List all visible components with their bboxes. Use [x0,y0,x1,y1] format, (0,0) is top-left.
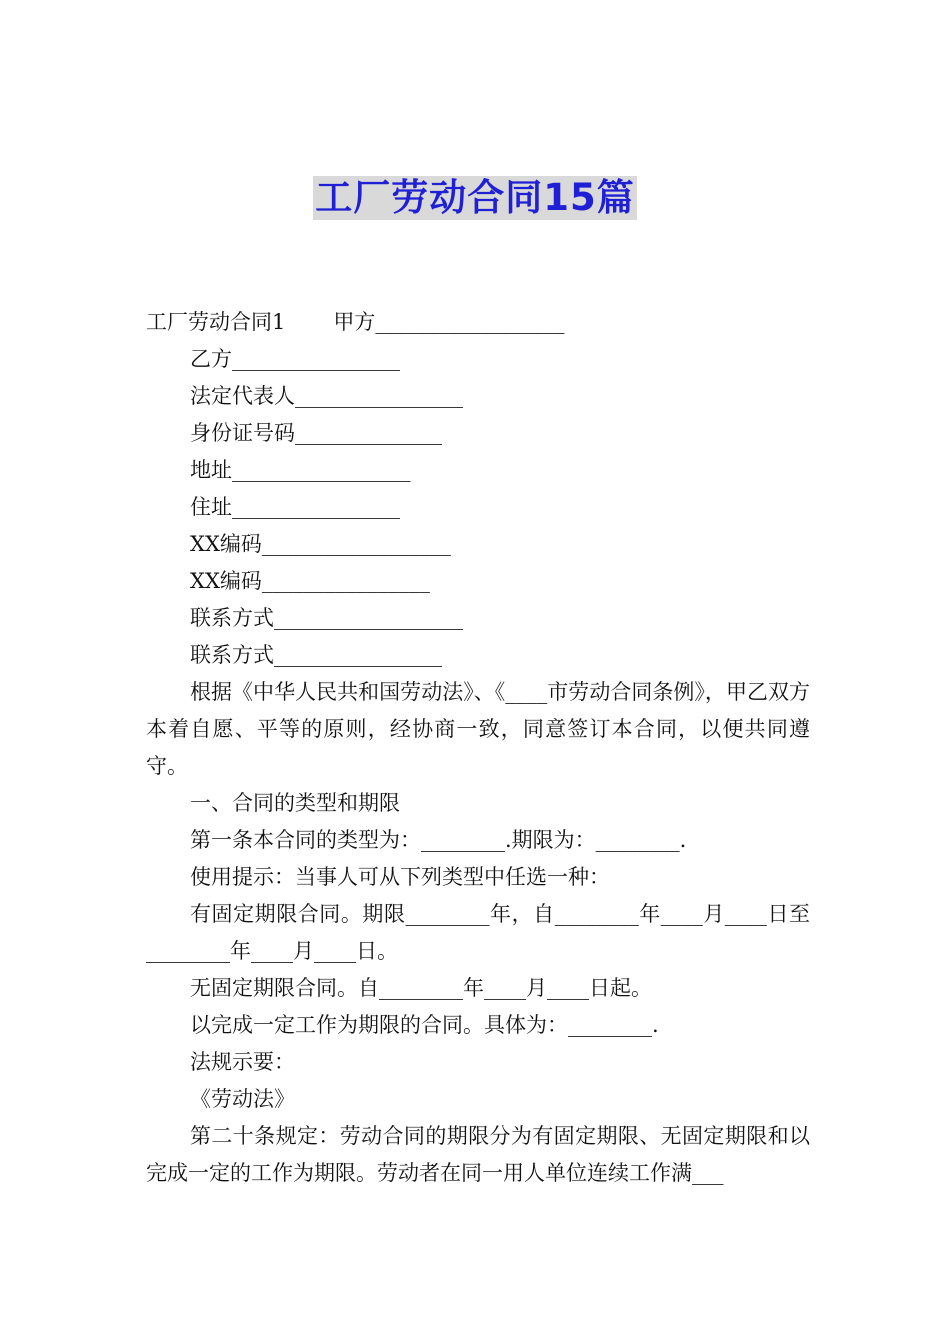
postal-code-field-b: XX编码________________ [190,569,430,593]
section-heading: 一、合同的类型和期限 [190,791,400,815]
intro-paragraph: 根据《中华人民共和国劳动法》、《____市劳动合同条例》，甲乙双方本着自愿、平等的原则，经协商一致，同意签订本合同，以便共同遵守。 [146,680,810,778]
contact-field-b: 联系方式________________ [190,643,442,667]
contract-label: 工厂劳动合同1 [146,310,286,334]
open-term-option: 无固定期限合同。自________年____月____日起。 [190,976,652,1000]
document-title-text: 工厂劳动合同15篇 [315,176,635,219]
party-a-field: 甲方__________________ [333,310,565,334]
contact-field-a: 联系方式__________________ [190,606,463,630]
residence-field: 住址________________ [190,495,400,519]
party-b-field: 乙方________________ [190,347,400,371]
document-body [146,304,810,1192]
task-term-option: 以完成一定工作为期限的合同。具体为：________. [190,1013,659,1037]
address-field: 地址_________________ [190,458,411,482]
postal-code-field-a: XX编码__________________ [190,532,451,556]
contract-header-line [146,304,810,341]
fixed-term-option: 有固定期限合同。期限________年，自________年____月____日至________年____月____日。 [146,902,810,963]
law-name: 《劳动法》 [190,1087,295,1111]
usage-hint: 使用提示：当事人可从下列类型中任选一种： [190,865,610,889]
document-title [0,176,950,220]
legal-representative-field: 法定代表人________________ [190,384,463,408]
article-20: 第二十条规定：劳动合同的期限分为有固定期限、无固定期限和以完成一定的工作为期限。劳动者在同一用人单位连续工作满___ [146,1124,810,1185]
law-note: 法规示要： [190,1050,295,1074]
article-1: 第一条本合同的类型为：________.期限为：________. [190,828,687,852]
id-number-field: 身份证号码______________ [190,421,442,445]
